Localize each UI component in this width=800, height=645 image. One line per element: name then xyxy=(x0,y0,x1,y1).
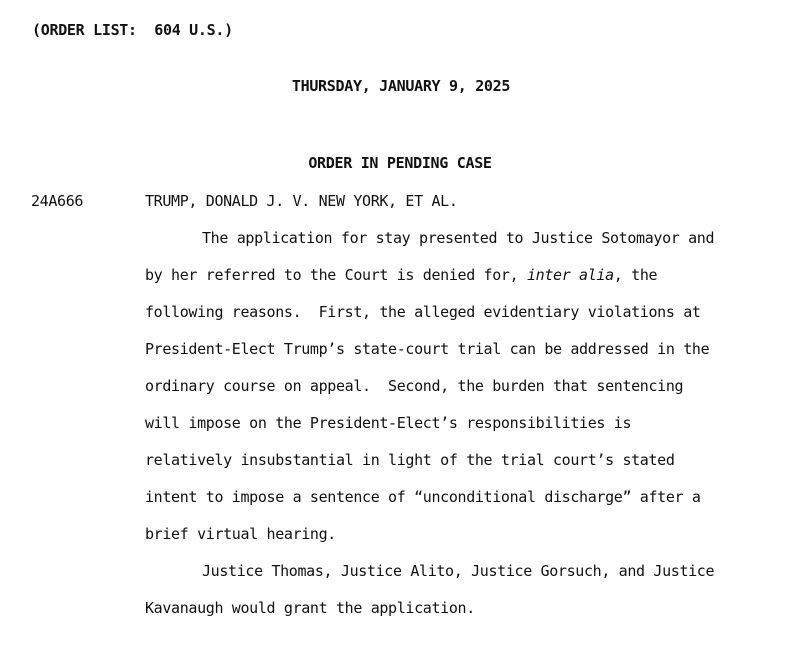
inter-alia-italic: inter alia xyxy=(526,266,614,284)
paragraph1-line-2 xyxy=(145,266,657,284)
section-heading: ORDER IN PENDING CASE xyxy=(308,154,492,172)
paragraph1-line-2-tail: , the xyxy=(613,266,658,284)
paragraph2-line-2: Kavanaugh would grant the application. xyxy=(145,599,475,617)
paragraph1-line-2-text: by her referred to the Court is denied for, xyxy=(145,266,527,284)
date-heading-text: THURSDAY, JANUARY 9, 2025 xyxy=(291,77,511,95)
paragraph1-line-7: relatively insubstantial in light of the trial court’s stated xyxy=(145,451,675,469)
paragraph2-line-1: Justice Thomas, Justice Alito, Justice Gorsuch, and Justice xyxy=(202,562,715,580)
case-caption: TRUMP, DONALD J. V. NEW YORK, ET AL. xyxy=(145,192,458,210)
paragraph1-line-9: brief virtual hearing. xyxy=(145,525,336,543)
paragraph1-line-8: intent to impose a sentence of “unconditional discharge” after a xyxy=(145,488,701,506)
paragraph1-line-1: The application for stay presented to Justice Sotomayor and xyxy=(202,229,715,247)
paragraph1-line-5: ordinary course on appeal. Second, the burden that sentencing xyxy=(145,377,684,395)
paragraph1-line-4: President-Elect Trump’s state-court trial can be addressed in the xyxy=(145,340,710,358)
paragraph1-line-6: will impose on the President-Elect’s responsibilities is xyxy=(145,414,632,432)
case-number: 24A666 xyxy=(31,192,84,210)
paragraph1-line-3: following reasons. First, the alleged evidentiary violations at xyxy=(145,303,701,321)
order-list-header: (ORDER LIST: 604 U.S.) xyxy=(32,21,233,39)
date-heading xyxy=(0,77,800,95)
